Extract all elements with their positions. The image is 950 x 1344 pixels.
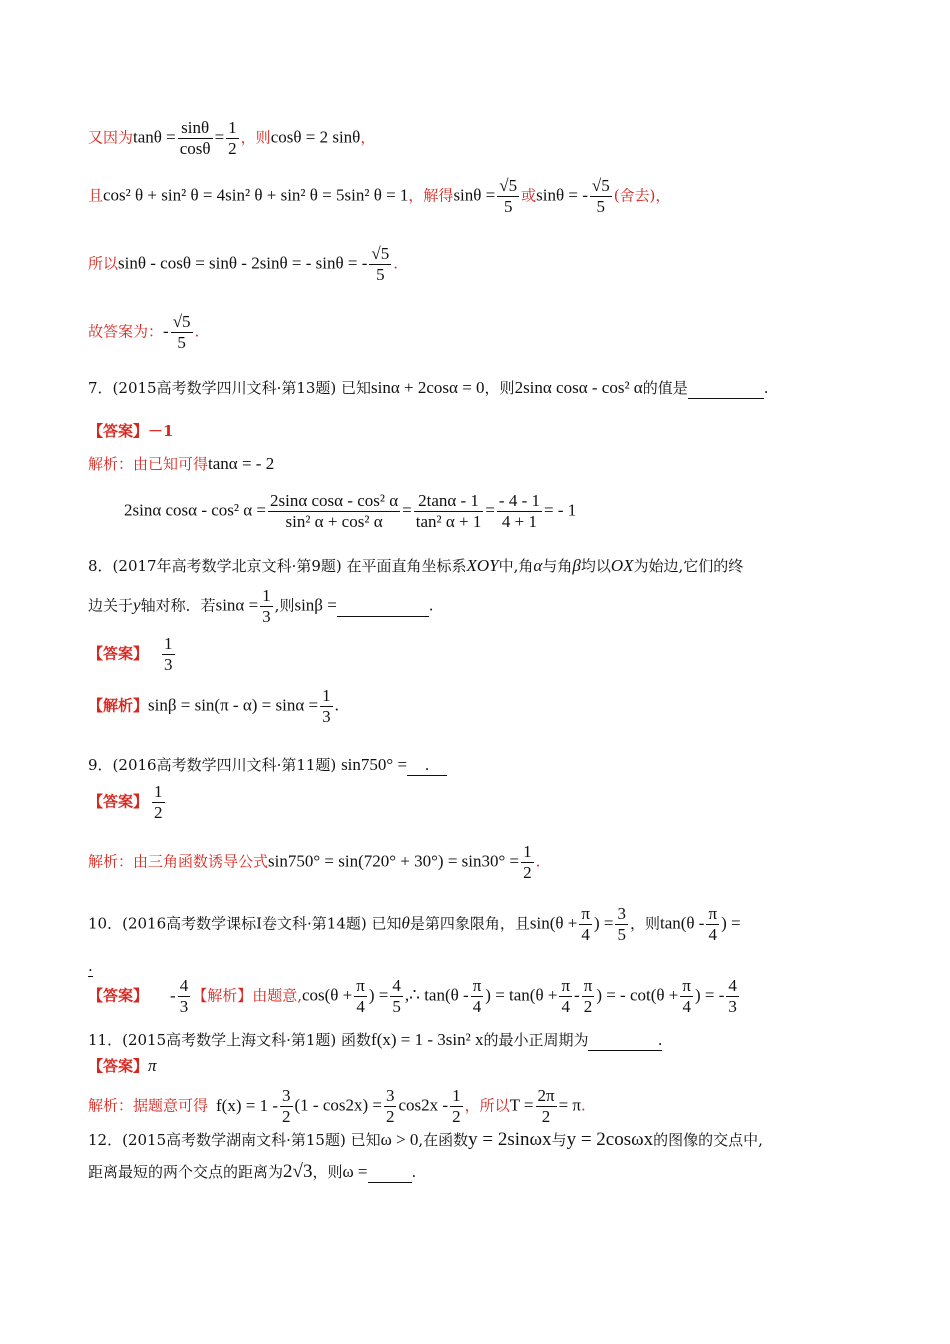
fraction: $\frac{1}{3}$ <box>322 686 331 726</box>
answer-blank <box>407 755 447 776</box>
math: 2sinα cosα - cos² α <box>514 378 643 397</box>
text: ，则 <box>312 1163 343 1181</box>
fraction: $\frac{\text{2sinα cosα - cos² α}}{\text{sin² α + cos² α}}$ <box>269 491 399 531</box>
answer-label: 【答案】 <box>88 644 149 663</box>
math: = <box>485 500 495 520</box>
fraction: $\frac{4}{5}$ <box>392 976 401 1016</box>
text: 是第四象限角，且 <box>409 914 530 933</box>
text: 解析：由三角函数诱导公式 <box>88 852 269 871</box>
math: sin(θ + <box>529 913 578 933</box>
math: - <box>170 985 176 1005</box>
question-10 <box>88 904 741 945</box>
text: 12．(2015高考数学湖南文科·第15题) 已知 <box>88 1131 381 1149</box>
answer-8 <box>88 634 177 675</box>
fraction: $\frac{3}{5}$ <box>617 904 626 944</box>
text: ，则 <box>240 128 271 147</box>
solution-line-tan <box>88 118 375 159</box>
final-answer-line <box>88 312 199 353</box>
question-10-blank <box>88 956 93 977</box>
solution-7-line1 <box>88 454 274 474</box>
fraction: $\frac{\pi}{4}$ <box>472 976 482 1016</box>
text: . <box>411 1163 417 1181</box>
fraction: $\frac{\pi}{4}$ <box>581 904 590 944</box>
text: . <box>393 254 399 273</box>
answer-blank <box>688 378 764 399</box>
text: ，所以 <box>464 1096 510 1115</box>
fraction: $\frac{√5}{5}$ <box>499 176 518 216</box>
text: . <box>424 756 430 774</box>
fraction: $\frac{1}{2}$ <box>523 842 532 882</box>
answer-label: 【答案】 <box>88 1057 149 1075</box>
question-8-line1 <box>88 556 743 576</box>
math: y <box>133 595 141 615</box>
text: 7．(2015高考数学四川文科·第13题) 已知 <box>88 379 372 397</box>
math: sinθ - cosθ = sinθ - 2sinθ = - sinθ = - <box>118 253 368 273</box>
solution-8 <box>88 686 339 727</box>
math: θ <box>401 913 410 933</box>
text: 的图像的交点中, <box>653 1131 763 1149</box>
solution-line-result <box>88 244 398 285</box>
math: sinθ = - <box>536 185 588 205</box>
answer-label: 【答案】 <box>88 986 149 1005</box>
math: sin750° = <box>341 755 408 774</box>
fraction: $\frac{\pi}{4}$ <box>561 976 571 1016</box>
fraction: $\frac{√5}{5}$ <box>591 176 610 216</box>
text: 8．(2017年高考数学北京文科·第9题) 在平面直角坐标系 <box>88 557 467 575</box>
math: 2sinα cosα - cos² α = <box>124 500 266 520</box>
fraction: $\frac{1}{3}$ <box>262 586 271 626</box>
math: sinβ = <box>294 595 337 615</box>
question-11 <box>88 1030 662 1051</box>
fraction: $\frac{1}{2}$ <box>154 782 163 822</box>
math: β <box>572 556 581 575</box>
answer-value: －1 <box>148 422 174 440</box>
math: ω > 0 <box>380 1130 419 1149</box>
answer-9 <box>88 782 167 823</box>
text: 轴对称．若 <box>140 596 216 615</box>
fraction: $\frac{\pi}{4}$ <box>356 976 365 1016</box>
math: ω = <box>342 1162 368 1181</box>
fraction: $\frac{3}{2}$ <box>385 1086 395 1126</box>
solution-7-line2 <box>124 491 576 532</box>
math: 2 <box>283 1161 293 1182</box>
text: . <box>763 379 769 397</box>
fraction: $\frac{3}{2}$ <box>282 1086 291 1126</box>
math: . <box>334 695 339 715</box>
math: f(x) = 1 - <box>216 1095 278 1115</box>
math: sinα + 2cosα = 0 <box>371 378 485 397</box>
text: 解析：据题意可得 <box>88 1096 209 1115</box>
answer-label: 【答案】 <box>88 422 149 440</box>
math: tan(θ - <box>659 913 705 933</box>
text: 与 <box>551 1131 567 1149</box>
text: (舍去)， <box>613 186 671 205</box>
text: ，解得 <box>408 186 454 205</box>
answer-blank <box>368 1162 412 1183</box>
text: 的值是 <box>642 379 688 397</box>
text: ,在函数 <box>418 1131 469 1149</box>
math: ) = <box>721 913 741 933</box>
answer-blank: . <box>88 957 93 975</box>
text: 与角 <box>542 557 573 575</box>
math: cos(θ + <box>301 985 353 1005</box>
math: - <box>163 321 169 341</box>
text: 或 <box>521 186 537 205</box>
math: = <box>214 127 225 147</box>
text: ,则 <box>274 596 295 615</box>
math: tanα = - 2 <box>208 454 275 473</box>
fraction: $\frac{- 4 - 1}{4 + 1}$ <box>498 491 540 531</box>
text: 距离最短的两个交点的距离为 <box>88 1163 284 1181</box>
fraction: $\frac{\pi}{4}$ <box>708 904 718 944</box>
math: cosθ = 2 sinθ <box>270 127 361 147</box>
text: . <box>657 1031 663 1049</box>
math: √3 <box>292 1161 313 1182</box>
math: (1 - cos2x) = <box>294 1095 382 1115</box>
fraction: $\frac{\pi}{4}$ <box>682 976 691 1016</box>
fraction: $\frac{\sin\theta}{\cos\theta}$ <box>179 118 211 158</box>
text: 边关于 <box>88 596 134 615</box>
question-7 <box>88 378 769 399</box>
text: 的最小正周期为 <box>483 1031 589 1049</box>
math: = π <box>558 1095 582 1115</box>
math: ) = tan(θ + <box>485 985 558 1005</box>
fraction: $\frac{4}{3}$ <box>728 976 737 1016</box>
math: f(x) = 1 - 3sin² x <box>371 1030 484 1049</box>
fraction: $\frac{2\tan\alpha - 1}{\text{tan² α + 1}}$ <box>415 491 482 531</box>
math: sin750° = sin(720° + 30°) = sin30° = <box>268 851 520 871</box>
math: = - 1 <box>544 500 577 520</box>
text: ， <box>360 128 376 147</box>
question-12-line1 <box>88 1130 763 1150</box>
fraction: $\frac{1}{2}$ <box>452 1086 461 1126</box>
answer-blank <box>337 596 429 617</box>
answer-10 <box>88 976 741 1017</box>
fraction: $\frac{1}{3}$ <box>164 634 173 674</box>
text: 解析：由已知可得 <box>88 455 209 473</box>
math: cos² θ + sin² θ = 4sin² θ + sin² θ = 5sin² θ = 1 <box>103 185 409 205</box>
math: sinθ = <box>453 185 496 205</box>
solution-11 <box>88 1086 586 1127</box>
question-9 <box>88 755 447 776</box>
math: ) = - <box>694 985 725 1005</box>
math: - <box>574 985 580 1005</box>
text: 又因为 <box>88 128 134 147</box>
text: . <box>194 322 200 341</box>
math: T = <box>509 1095 534 1115</box>
text: ，则 <box>629 914 660 933</box>
text: . <box>581 1096 586 1115</box>
fraction: $\frac{\pi}{2}$ <box>583 976 593 1016</box>
answer-11 <box>88 1056 157 1076</box>
text: . <box>428 596 434 615</box>
math: ,∴ tan(θ - <box>404 985 469 1005</box>
text: 中,角 <box>498 557 534 575</box>
math: tanθ = <box>133 127 176 147</box>
math: ) = <box>593 913 614 933</box>
fraction: $\frac{√5}{5}$ <box>172 312 191 352</box>
answer-7 <box>88 421 173 441</box>
text: 故答案为： <box>88 322 164 341</box>
math: cos2x - <box>398 1095 449 1115</box>
fraction: $\frac{2\pi}{2}$ <box>537 1086 555 1126</box>
text: 9．(2016高考数学四川文科·第11题) <box>88 756 337 774</box>
fraction: $\frac{√5}{5}$ <box>371 244 390 284</box>
math: y = 2cosωx <box>566 1129 654 1150</box>
text: 为始边,它们的终 <box>633 557 744 575</box>
text: 【解析】 <box>88 696 149 715</box>
text: ，则 <box>484 379 515 397</box>
text: 且 <box>88 186 104 205</box>
question-8-line2 <box>88 586 434 627</box>
answer-blank <box>588 1030 662 1051</box>
math: y = 2sinωx <box>468 1129 552 1150</box>
text: 均以 <box>580 557 611 575</box>
text: 所以 <box>88 254 119 273</box>
math: ) = - cot(θ + <box>596 985 679 1005</box>
answer-value: π <box>148 1056 157 1075</box>
solution-9 <box>88 842 540 883</box>
text: 【解析】由题意, <box>192 986 302 1005</box>
math: sinα = <box>215 595 259 615</box>
math: XOY <box>466 556 499 575</box>
math: sinβ = sin(π - α) = sinα = <box>148 695 319 715</box>
text: 10．(2016高考数学课标Ⅰ卷文科·第14题) 已知 <box>88 914 402 933</box>
fraction: $\frac{4}{3}$ <box>179 976 189 1016</box>
question-12-line2 <box>88 1162 416 1183</box>
math: OX <box>610 556 634 575</box>
text: 11．(2015高考数学上海文科·第1题) 函数 <box>88 1031 372 1049</box>
math: α <box>533 556 543 575</box>
solution-line-identity <box>88 176 670 217</box>
answer-label: 【答案】 <box>88 792 149 811</box>
math: = <box>402 500 412 520</box>
fraction: $\frac{1}{2}$ <box>228 118 237 158</box>
math: ) = <box>368 985 389 1005</box>
text: . <box>535 852 541 871</box>
